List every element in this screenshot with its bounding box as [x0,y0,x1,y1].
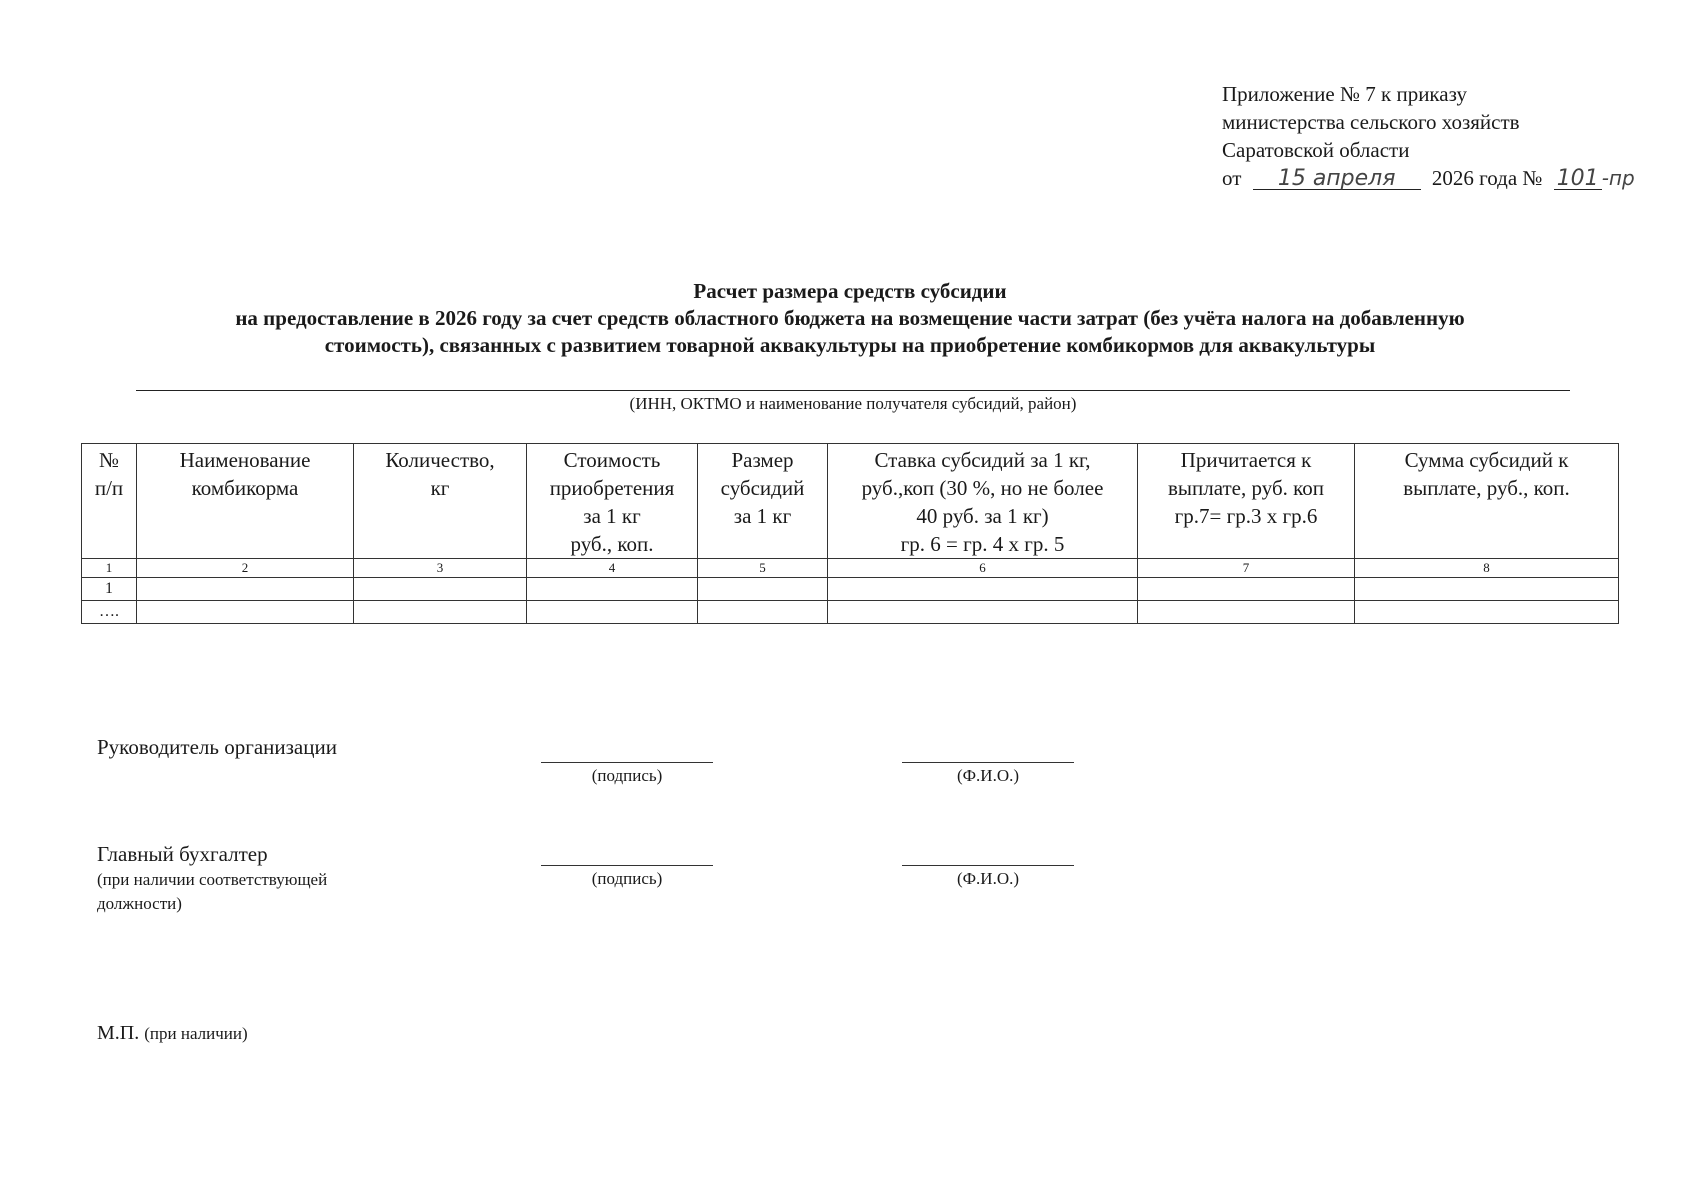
handwritten-number-suffix: -пр [1601,166,1635,190]
column-number-cell: 1 [82,559,137,578]
header-text-line: приобретения [549,476,675,500]
head-label: Руководитель организации [97,735,337,759]
head-signature-caption: (подпись) [591,766,663,785]
column-number-cell: 6 [828,559,1138,578]
table-row [82,601,1619,624]
column-number-cell: 4 [527,559,698,578]
subsidy-table [81,443,1619,624]
header-text-line: за 1 кг [733,504,792,528]
stamp-label: М.П. [97,1022,140,1044]
header-text-line: гр. 6 = гр. 4 х гр. 5 [900,532,1065,556]
table-cell[interactable] [1355,578,1619,601]
header-text-line: Причитается к [1180,448,1312,472]
header-text-line: Наименование [179,448,311,472]
column-number-cell: 2 [137,559,354,578]
column-number-cell: 8 [1355,559,1619,578]
header-text-line: кг [430,476,450,500]
header-cell-col-7 [1138,444,1355,559]
accountant-note-1: (при наличии соответствующей [97,870,328,889]
accountant-name-caption: (Ф.И.О.) [956,869,1020,888]
recipient-caption: (ИНН, ОКТМО и наименование получателя субсидий, район) [629,394,1077,413]
column-number-cell: 5 [698,559,828,578]
header-cell-col-4 [527,444,698,559]
column-number-cell: 3 [354,559,527,578]
header-text-line: субсидий [720,476,805,500]
table-cell[interactable] [828,578,1138,601]
header-cell-col-3 [354,444,527,559]
title-line-2: на предоставление в 2026 году за счет средств областного бюджета на возмещение части затрат (без учёта налога на добавленную [235,306,1465,330]
accountant-label: Главный бухгалтер [97,842,268,866]
header-text-line: выплате, руб., коп. [1403,476,1570,500]
head-name-caption: (Ф.И.О.) [956,766,1020,785]
table-cell[interactable] [527,601,698,624]
appendix-line-3: Саратовской области [1222,138,1410,162]
handwritten-date: 15 апреля [1253,169,1421,190]
header-cell-col-6 [828,444,1138,559]
header-text-line: комбикорма [191,476,299,500]
appendix-header [1222,80,1635,192]
accountant-note-2: должности) [97,894,182,913]
head-signature-line [541,762,713,763]
table-cell[interactable] [354,578,527,601]
header-text-line: руб., коп. [570,532,654,556]
appendix-date-line [1222,164,1635,192]
table-body [82,559,1619,624]
recipient-fill-line [136,390,1570,391]
table-cell[interactable]: 1 [82,578,137,601]
header-text-line: № [98,448,120,472]
year-text: 2026 года № [1431,166,1543,190]
header-text-line: 40 руб. за 1 кг) [916,504,1049,528]
header-cell-col-2 [137,444,354,559]
date-prefix: от [1222,166,1242,190]
table-cell[interactable] [698,578,828,601]
header-text-line: выплате, руб. коп [1167,476,1325,500]
table-cell[interactable] [1355,601,1619,624]
head-name-line [902,762,1074,763]
header-cell-col-1 [82,444,137,559]
appendix-line-2: министерства сельского хозяйств [1222,110,1520,134]
table-cell[interactable]: …. [82,601,137,624]
table-cell[interactable] [354,601,527,624]
table-cell[interactable] [527,578,698,601]
table-cell[interactable] [137,601,354,624]
column-number-cell: 7 [1138,559,1355,578]
header-text-line: Количество, [385,448,495,472]
table-cell[interactable] [828,601,1138,624]
table-header-row [82,444,1619,559]
table-row [82,578,1619,601]
document-title [120,278,1580,359]
header-text-line: руб.,коп (30 %, но не более [861,476,1104,500]
header-cell-col-5 [698,444,828,559]
handwritten-number: 101 [1554,169,1602,190]
accountant-signature-caption: (подпись) [591,869,663,888]
header-cell-col-8 [1355,444,1619,559]
column-number-row [82,559,1619,578]
header-text-line: Размер [731,448,794,472]
table-cell[interactable] [698,601,828,624]
header-text-line: п/п [94,476,124,500]
header-text-line: Сумма субсидий к [1404,448,1569,472]
table-cell[interactable] [1138,601,1355,624]
accountant-signature-line [541,865,713,866]
title-line-3: стоимость), связанных с развитием товарной аквакультуры на приобретение комбикормов для аквакультуры [324,333,1376,357]
accountant-name-line [902,865,1074,866]
title-line-1: Расчет размера средств субсидии [693,279,1007,303]
header-text-line: за 1 кг [583,504,641,528]
header-text-line: Стоимость [563,448,661,472]
appendix-line-1: Приложение № 7 к приказу [1222,82,1467,106]
header-text-line: Ставка субсидий за 1 кг, [874,448,1091,472]
stamp-place [97,1022,248,1045]
stamp-note: (при наличии) [144,1024,248,1043]
table-cell[interactable] [137,578,354,601]
table-cell[interactable] [1138,578,1355,601]
header-text-line: гр.7= гр.3 х гр.6 [1174,504,1318,528]
